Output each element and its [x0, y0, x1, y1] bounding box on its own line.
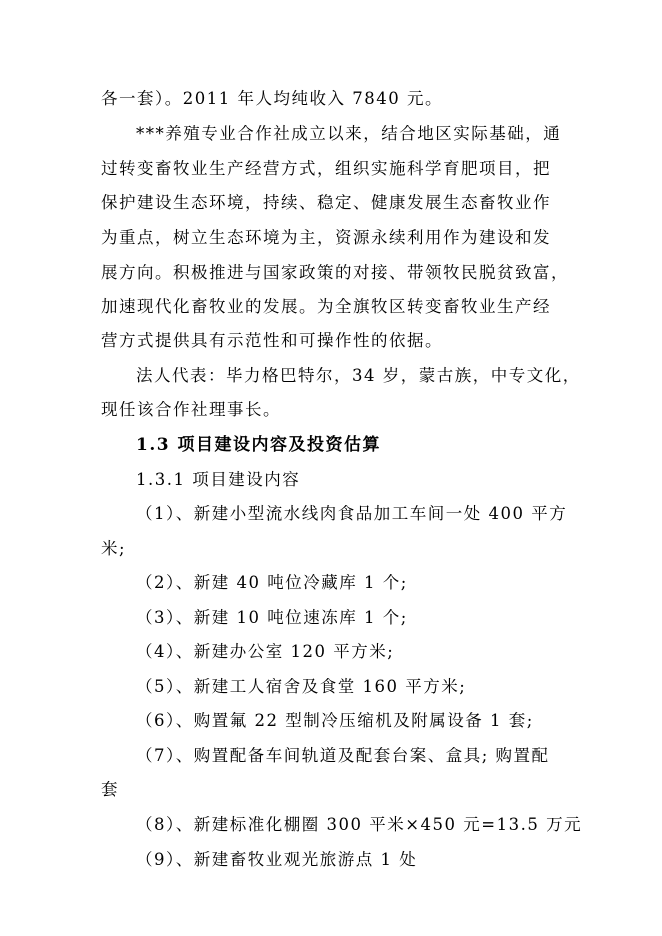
- list-item-9: （9）、新建畜牧业观光旅游点 1 处: [136, 850, 418, 869]
- list-item-6: （6）、购置氟 22 型制冷压缩机及附属设备 1 套;: [136, 711, 534, 730]
- list-item-1: （1）、新建小型流水线肉食品加工车间一处 400 平方: [136, 504, 568, 523]
- section-heading-1-3: 1.3 项目建设内容及投资估算: [136, 435, 381, 455]
- text-line-5: 为重点，树立生态环境为主，资源永续利用作为建设和发: [101, 228, 551, 247]
- text-line-10: 现任该合作社理事长。: [101, 400, 281, 419]
- text-line-4: 保护建设生态环境，持续、稳定、健康发展生态畜牧业作: [101, 193, 551, 212]
- list-item-8: （8）、新建标准化棚圈 300 平米×450 元=13.5 万元: [136, 815, 583, 834]
- list-item-4: （4）、新建办公室 120 平方米;: [136, 642, 395, 661]
- list-item-7: （7）、购置配备车间轨道及配套台案、盒具; 购置配: [136, 746, 550, 765]
- text-line-6: 展方向。积极推进与国家政策的对接、带领牧民脱贫致富，: [101, 263, 569, 282]
- list-item-2: （2）、新建 40 吨位冷藏库 1 个;: [136, 573, 408, 592]
- text-line-7: 加速现代化畜牧业的发展。为全旗牧区转变畜牧业生产经: [101, 297, 551, 316]
- text-line-8: 营方式提供具有示范性和可操作性的依据。: [101, 331, 443, 350]
- list-item-3: （3）、新建 10 吨位速冻库 1 个;: [136, 608, 408, 627]
- list-item-1-continued: 米;: [101, 539, 127, 558]
- subsection-heading-1-3-1: 1.3.1 项目建设内容: [136, 470, 301, 489]
- text-line-2: ***养殖专业合作社成立以来，结合地区实际基础，通: [136, 124, 562, 143]
- list-item-5: （5）、新建工人宿舍及食堂 160 平方米;: [136, 677, 467, 696]
- list-item-7-continued: 套: [101, 780, 119, 799]
- text-line-9: 法人代表：毕力格巴特尔，34 岁，蒙古族，中专文化，: [136, 366, 581, 385]
- text-line-3: 过转变畜牧业生产经营方式，组织实施科学育肥项目，把: [101, 159, 551, 178]
- text-line-1: 各一套）。2011 年人均纯收入 7840 元。: [101, 89, 443, 108]
